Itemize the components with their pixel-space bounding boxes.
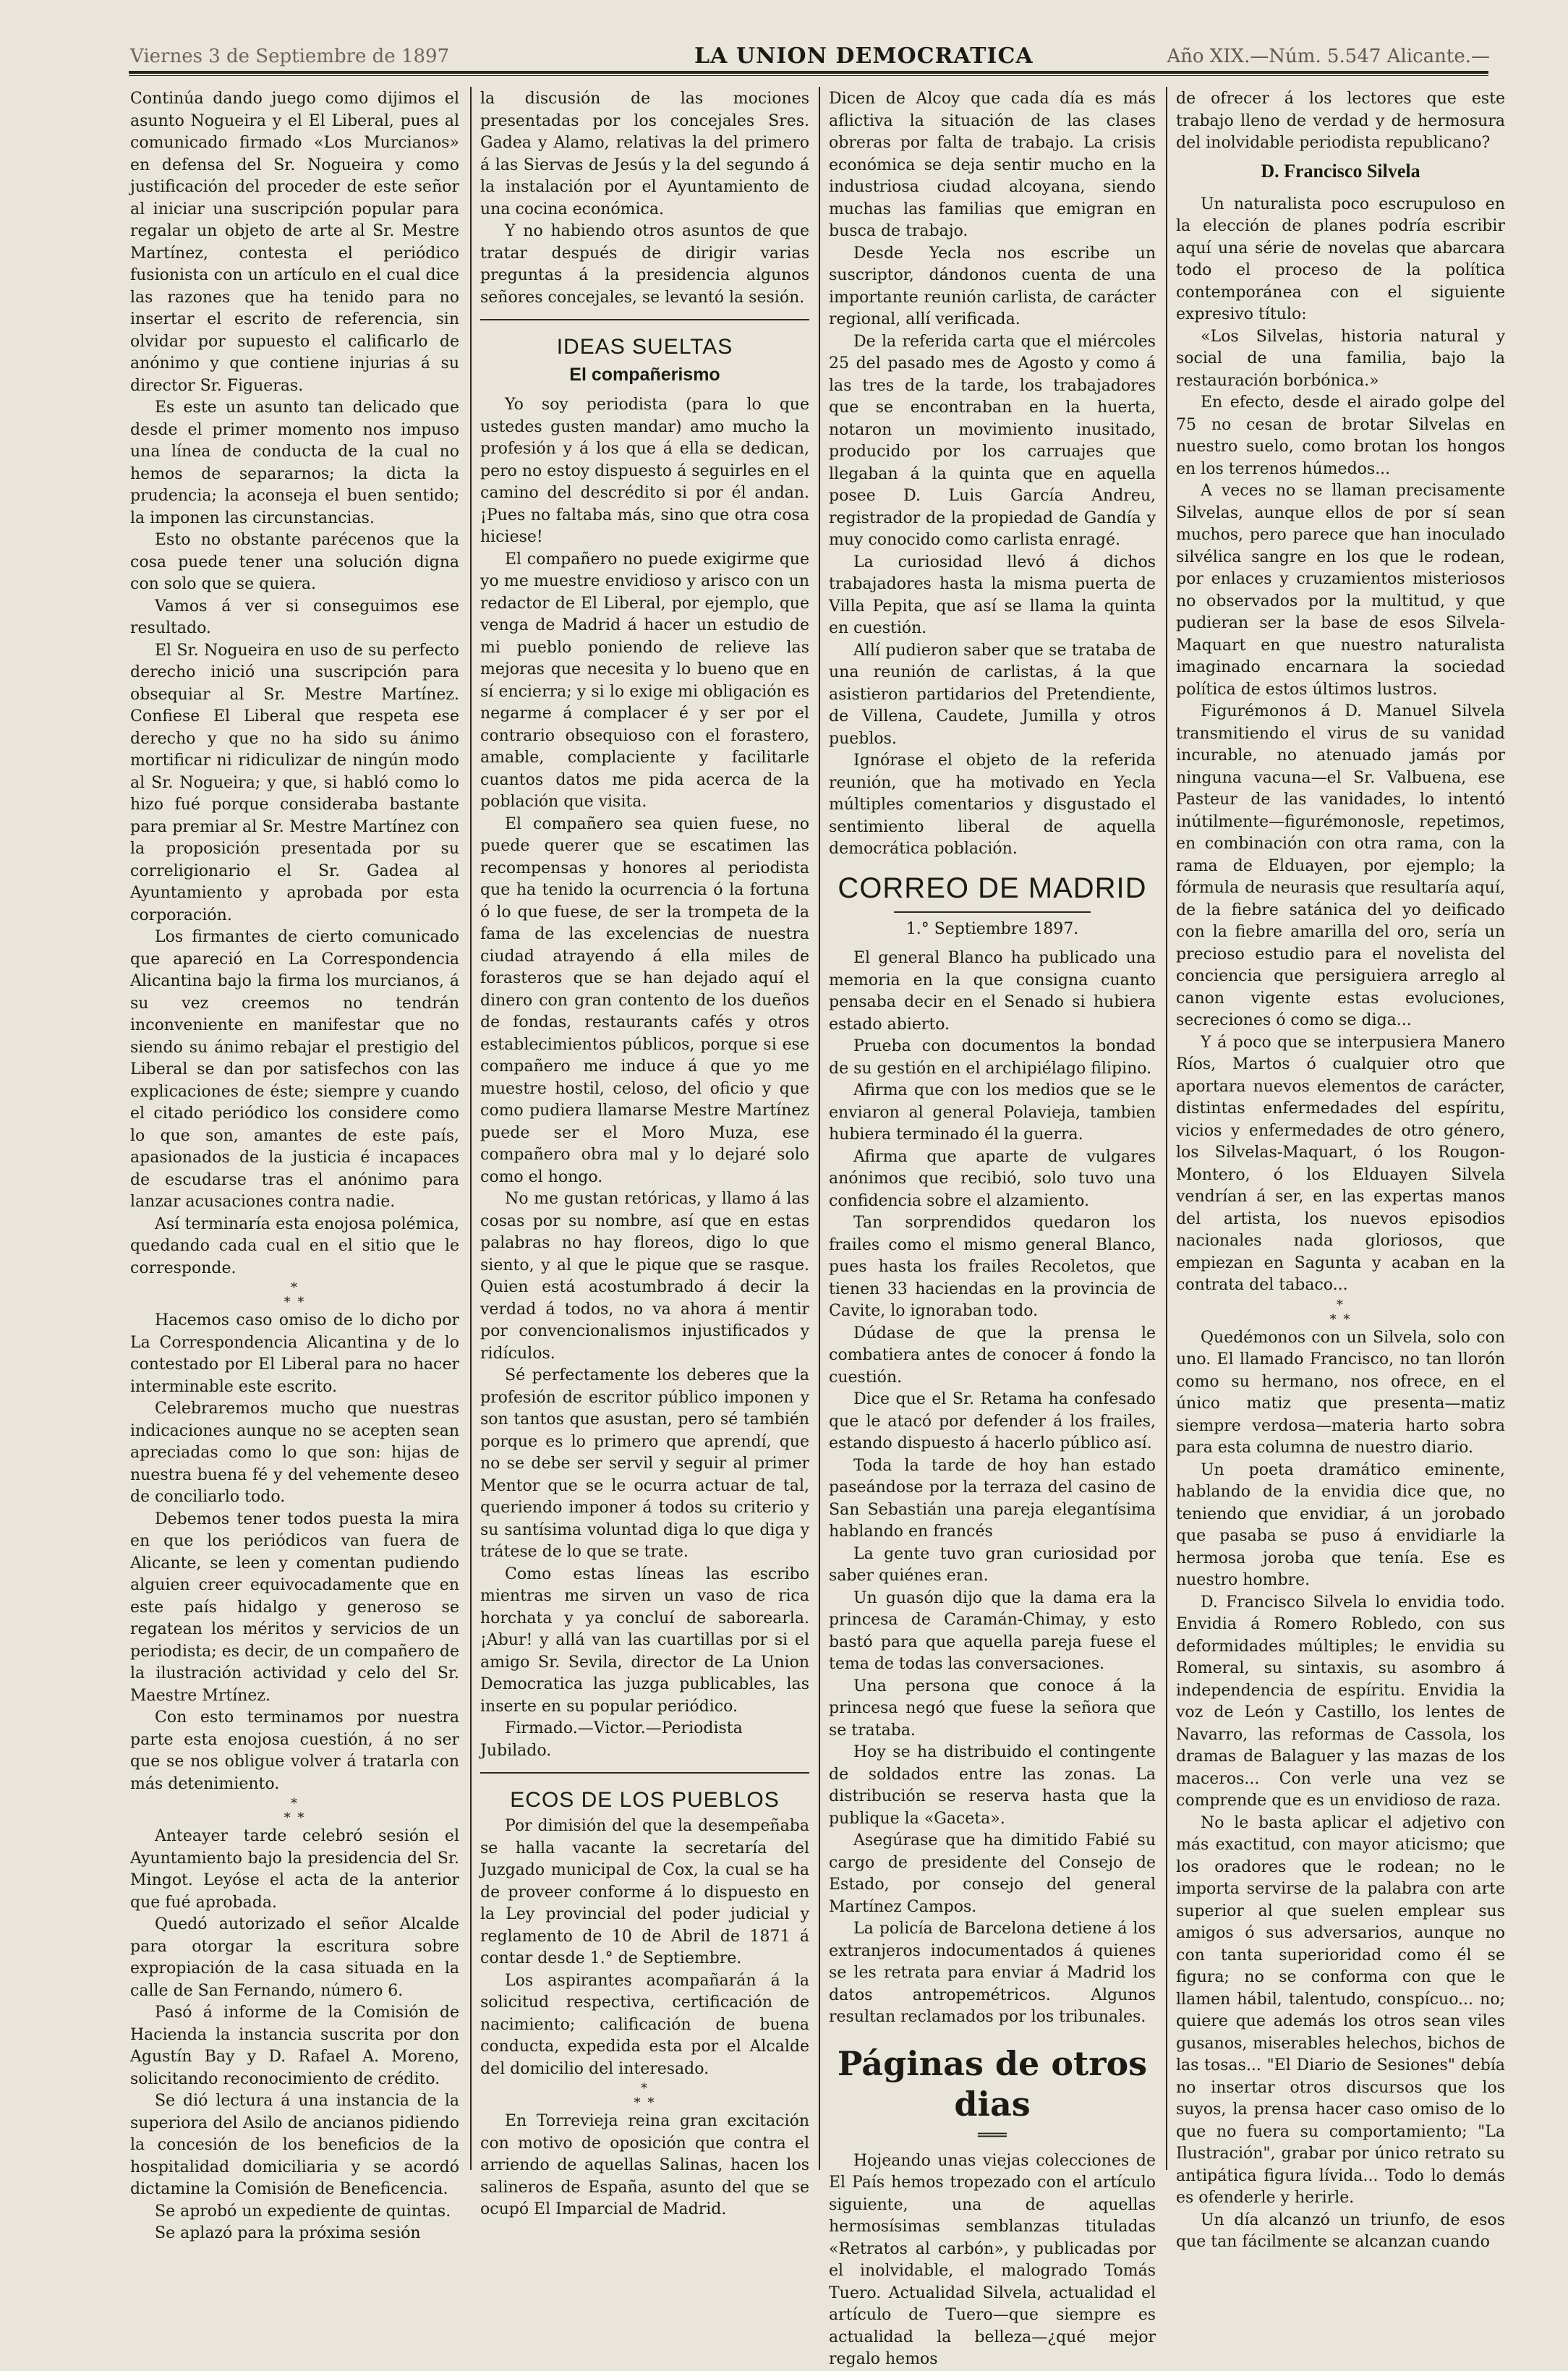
paragraph: Anteayer tarde celebró sesión el Ayuntamiento bajo la presidencia del Sr. Mingot. Leyóse el acta de la anterior que fué aprobada. bbox=[130, 1827, 459, 1912]
paragraph: Hoy se ha distribuido el contingente de soldados entre las zonas. La distribución se reserva hasta que la publique la «Gaceta». bbox=[829, 1743, 1156, 1828]
paragraph: Se aplazó para la próxima sesión bbox=[155, 2224, 421, 2242]
paragraph: Un poeta dramático eminente, hablando de la envidia dice que, no teniendo que envidiar, á un jorobado que pasaba se puso á envidiarle la hermosa joroba que tenía. Ese es nuestro hombre. bbox=[1176, 1460, 1505, 1589]
paragraph: Con esto terminamos por nuestra parte esta enojosa cuestión, á no ser que se nos obligue volver á tratarla con más detenimiento. bbox=[130, 1708, 459, 1793]
ornament-divider: ═══ bbox=[978, 2126, 1007, 2145]
column-1 bbox=[130, 88, 459, 2242]
paragraph: Un guasón dijo que la dama era la princesa de Caramán-Chimay, y esto bastó para que aquella pareja fuese el tema de todas las conversaciones. bbox=[829, 1588, 1156, 1673]
paragraph: Y á poco que se interpusiera Manero Ríos, Martos ó cualquier otro que aportara nuevos elementos de carácter, distintas enfermedades del espíritu, vicios y enfermedades de otro género, los Silvelas-Maquart, ó los Rougon-Montero, ó los Elduayen Silvela vendrían á ser, en las expertas manos del artista, los nuevos episodios nacionales nada gloriosos, que empiezan en Sagunta y acaban en la contrata del tabaco... bbox=[1176, 1033, 1505, 1294]
column-3 bbox=[829, 88, 1156, 2368]
paragraph: Se aprobó un expediente de quintas. bbox=[155, 2202, 451, 2221]
paragraph: Se dió lectura á una instancia de la superiora del Asilo de ancianos pidiendo la concesión de los beneficios de la hospitalidad domiciliaria y se acordó dictamine la Comisión de Beneficencia. bbox=[130, 2092, 459, 2198]
paragraph: La policía de Barcelona detiene á los extranjeros indocumentados á quienes se les retrata para enviar á Madrid los datos antropemétricos. Algunos resultan reclamados por los tribunales. bbox=[829, 1920, 1156, 2026]
paragraph: Quedémonos con un Silvela, solo con uno. El llamado Francisco, no tan llorón como su hermano, nos ofrece, en el único matiz que presenta—matiz siempre verdosa—materia harto sobra para esta columna de nuestro diario. bbox=[1176, 1328, 1505, 1457]
signature-line: Firmado.—Victor.—Periodista Jubilado. bbox=[480, 1719, 743, 1760]
paragraph: El compañero sea quien fuese, no puede querer que se escatimen las recompensas y honores al periodista que ha tenido la ocurrencia ó la fortuna ó lo que fuese, de ser la trompeta de la fama de las excelencias de nuestra ciudad atrayendo á ella miles de forasteros que se han dejado aquí el dinero con gran contento de los dueños de fondas, restaurants cafés y otros establecimientos públicos, porque si ese compañero me induce á que yo me muestre hostil, celoso, del oficio y que como pudiera llamarse Mestre Martínez puede ser el Moro Muza, ese compañero obra mal y lo dejaré solo como el hongo. bbox=[480, 814, 809, 1186]
masthead-title: LA UNION DEMOCRATICA bbox=[694, 43, 1034, 69]
paragraph: Asegúrase que ha dimitido Fabié su cargo de presidente del Consejo de Estado, por consejo del general Martínez Campos. bbox=[829, 1831, 1156, 1916]
paragraph: la discusión de las mociones presentadas por los concejales Sres. Gadea y Alamo, relativas la del primero á las Siervas de Jesús y la del segundo á la instalación por el Ayuntamiento de una cocina económica. bbox=[480, 90, 809, 218]
paragraph: En Torrevieja reina gran excitación con motivo de oposición que contra el arriendo de aquellas Salinas, hacen los salineros de España, asunto del que se ocupó El Imparcial de Madrid. bbox=[480, 2112, 809, 2218]
paragraph: No me gustan retóricas, y llamo á las cosas por su nombre, así que en estas palabras no hay floreos, digo lo que siento, y al que le pique que se rasque. Quien está acostumbrado á decir la verdad á todos, no va ahora á mentir por convencionalismos injustificados y ridículos. bbox=[480, 1190, 809, 1363]
masthead-rule-thin bbox=[129, 75, 1488, 76]
paragraph: El Sr. Nogueira en uso de su perfecto derecho inició una suscripción para obsequiar al Sr. Mestre Martínez. Confiese El Liberal que respeta ese derecho y que no ha sido su ánimo mortificar ni ridiculizar de ningún modo al Sr. Nogueira; y que, si habló como lo hizo fué porque consideraba bastante para premiar al Sr. Mestre Martínez con la proposición presentada por su correligionario el Sr. Gadea al Ayuntamiento y aprobada por esta corporación. bbox=[130, 641, 459, 924]
paragraph: A veces no se llaman precisamente Silvelas, aunque ellos de por sí sean muchos, pero parece que han inoculado silvélica sangre en los que le rodean, por enlaces y cruzamientos misteriosos no observados por la multitud, y que pudieran ser la base de esos Silvela-Maquart en que nuestro naturalista imaginado encarnara la sociedad política de estos últimos lustros. bbox=[1176, 482, 1505, 699]
paragraph: Los aspirantes acompañarán á la solicitud respectiva, certificación de nacimiento; calificación de buena conducta, expedida esta por el Alcalde del domicilio del interesado. bbox=[480, 1971, 809, 2078]
column-divider bbox=[1166, 87, 1167, 2170]
paragraph: Celebraremos mucho que nuestras indicaciones aunque no se acepten sean apreciadas como lo que son: hijas de nuestra buena fé y del vehemente deseo de conciliarlo todo. bbox=[130, 1400, 459, 1506]
paragraph: Hacemos caso omiso de lo dicho por La Correspondencia Alicantina y de lo contestado por El Liberal para no hacer interminable este escrito. bbox=[130, 1311, 459, 1396]
paragraph: Es este un asunto tan delicado que desde el primer momento nos impuso una línea de conducta de la cual no hemos de separarnos; la dicta la prudencia; la aconseja el buen sentido; la imponen las circunstancias. bbox=[130, 399, 459, 527]
paragraph: Afirma que aparte de vulgares anónimos que recibió, solo tuvo una confidencia sobre el alzamiento. bbox=[829, 1147, 1156, 1210]
dateline: 1.° Septiembre 1897. bbox=[906, 919, 1079, 938]
paragraph: Desde Yecla nos escribe un suscriptor, dándonos cuenta de una importante reunión carlista, de carácter regional, allí verificada. bbox=[829, 244, 1156, 328]
paragraph: Quedó autorizado el señor Alcalde para otorgar la escritura sobre expropiación de la casa situada en la calle de San Fernando, número 6. bbox=[130, 1915, 459, 2000]
paragraph: de ofrecer á los lectores que este trabajo lleno de verdad y de hermosura del inolvidable periodista republicano? bbox=[1176, 90, 1505, 152]
paragraph: Una persona que conoce á la princesa negó que fuese la señora que se trataba. bbox=[829, 1677, 1156, 1740]
article-title-silvela: D. Francisco Silvela bbox=[1261, 160, 1420, 182]
masthead bbox=[130, 42, 1490, 71]
paragraph: Así terminaría esta enojosa polémica, quedando cada cual en el sitio que le corresponde. bbox=[130, 1214, 459, 1277]
paragraph: Un naturalista poco escrupuloso en la elección de planes podría escribir aquí una série de novelas que abarcara todo el proceso de la política contemporánea con el siguiente expresivo título: bbox=[1176, 195, 1505, 323]
section-title-correo-de-madrid: CORREO DE MADRID bbox=[838, 872, 1147, 904]
paragraph: El compañero no puede exigirme que yo me muestre envidioso y arisco con un redactor de El Liberal, por ejemplo, que venga de Madrid á hacer un estudio de mi pueblo poniendo de relieve las mejoras que necesita y lo bueno que en sí encierra; y si lo exige mi obligación es negarme á complacer é y ser por el contrario obsequioso con el forastero, amable, complaciente y facilitarle cuantos datos me pida acerca de la población que visita. bbox=[480, 550, 809, 811]
paragraph: «Los Silvelas, historia natural y social de una familia, bajo la restauración borbónica.» bbox=[1176, 327, 1505, 390]
masthead-issue: Año XIX.—Núm. 5.547 Alicante.— bbox=[1167, 46, 1490, 67]
title-rule bbox=[894, 911, 1090, 913]
paragraph: Toda la tarde de hoy han estado paseándose por la terraza del casino de San Sebastián una pareja elegantísima hablando en francés bbox=[829, 1456, 1156, 1541]
paragraph: La curiosidad llevó á dichos trabajadores hasta la misma puerta de Villa Pepita, que así se llama la quinta en cuestión. bbox=[829, 553, 1156, 637]
asterism-divider: * * * bbox=[634, 2081, 656, 2111]
column-divider bbox=[819, 87, 820, 2170]
paragraph: Vamos á ver si conseguimos ese resultado. bbox=[130, 597, 459, 637]
paragraph: Continúa dando juego como dijimos el asunto Nogueira y el El Liberal, pues al comunicado firmado «Los Murcianos» en defensa del Sr. Nogueira y como justificación del proceder de este señor al iniciar una suscripción popular para regalar un objeto de arte al Sr. Mestre Martínez, contesta el periódico fusionista con un artículo en el cual dice las razones que ha tenido para no insertar el escrito de referencia, sin olvidar por supuesto el calificarlo de anónimo y que contiene injurias á su director Sr. Figueras. bbox=[130, 90, 459, 395]
masthead-date: Viernes 3 de Septiembre de 1897 bbox=[130, 46, 450, 67]
paragraph: Esto no obstante parécenos que la cosa puede tener una solución digna con solo que se quiera. bbox=[130, 531, 459, 593]
paragraph: Prueba con documentos la bondad de su gestión en el archipiélago filipino. bbox=[829, 1037, 1156, 1078]
column-divider bbox=[470, 87, 472, 2170]
paragraph: Pasó á informe de la Comisión de Hacienda la instancia suscrita por don Agustín Bay y D. Rafael A. Moreno, solicitando reconocimiento de crédito. bbox=[130, 2004, 459, 2088]
column-2 bbox=[480, 88, 809, 2218]
section-subtitle: El compañerismo bbox=[569, 365, 720, 385]
paragraph: La gente tuvo gran curiosidad por saber quiénes eran. bbox=[829, 1544, 1156, 1585]
paragraph: Un día alcanzó un triunfo, de esos que tan fácilmente se alcanzan cuando bbox=[1176, 2210, 1505, 2251]
paragraph: Por dimisión del que la desempeñaba se halla vacante la secretaría del Juzgado municipal de Cox, la cual se ha de proveer conforme á lo dispuesto en la Ley provincial del poder judicial y reglamento de 10 de Abril de 1871 á contar desde 1.° de Septiembre. bbox=[480, 1817, 809, 1967]
paragraph: El general Blanco ha publicado una memoria en la que consigna cuanto pensaba decir en el Senado si hubiera estado abierto. bbox=[829, 949, 1156, 1034]
paragraph: Sé perfectamente los deberes que la profesión de escritor público imponen y son tantos que asustan, pero sé también porque es lo primero que aprendí, que no se debe ser servil y seguir al primer Mentor que se le ocurra actuar de tal, queriendo imponer á todos su criterio y su santísima voluntad diga lo que diga y trátese de lo que se trate. bbox=[480, 1366, 809, 1561]
paragraph: Debemos tener todos puesta la mira en que los periódicos van fuera de Alicante, se leen y comentan pudiendo alguien creer equivocadamente que en este país hidalgo y generoso se regatean los méritos y servicios de un periodista; es decir, de un compañero de la ilustración actividad y celo del Sr. Maestre Mrtínez. bbox=[130, 1510, 459, 1705]
paragraph: Figurémonos á D. Manuel Silvela transmitiendo el virus de su vanidad incurable, no atenuado jamás por ninguna vacuna—el Sr. Valbuena, ese Pasteur de las vanidades, lo intentó inútilmente—figurémonosle, repetimos, en combinación con otra rama, con la rama de Elduayen, por ejemplo; la fórmula de neurasis que resultaría aquí, de la fiebre satánica del yo deificado con la fiebre amarilla del oro, sería un precioso estudio para el novelista del conciencia que persiguiera arreglo al canon vigente estas evoluciones, secreciones ó como se diga... bbox=[1176, 702, 1505, 1029]
column-4 bbox=[1176, 88, 1505, 2251]
section-title-ideas-sueltas: IDEAS SUELTAS bbox=[480, 319, 809, 361]
paragraph: Y no habiendo otros asuntos de que tratar después de dirigir varias preguntas á la presidencia algunos señores concejales, se levantó la sesión. bbox=[480, 222, 809, 307]
paragraph: Dicen de Alcoy que cada día es más aflictiva la situación de las clases obreras por falta de trabajo. La crisis económica se deja sentir mucho en la industriosa ciudad alcoyana, siendo muchas las familias que emigran en busca de trabajo. bbox=[829, 90, 1156, 240]
paragraph: En efecto, desde el airado golpe del 75 no cesan de brotar Silvelas en nuestro suelo, como brotan los hongos en los terrenos húmedos... bbox=[1176, 393, 1505, 478]
paragraph: Dice que el Sr. Retama ha confesado que le atacó por defender á los frailes, estando dispuesto á hacerlo público así. bbox=[829, 1390, 1156, 1452]
paragraph: Yo soy periodista (para lo que ustedes gusten mandar) amo mucho la profesión y á los que á ella se dedican, pero no estoy dispuesto á seguirles en el camino del descrédito si por él andan. ¡Pues no faltaba más, sino que otra cosa hiciese! bbox=[480, 396, 809, 546]
paragraph: Allí pudieron saber que se trataba de una reunión de carlistas, á la que asistieron partidarios del Pretendiente, de Villena, Caudete, Jumilla y otros pueblos. bbox=[829, 641, 1156, 748]
paragraph: Hojeando unas viejas colecciones de El País hemos tropezado con el artículo siguiente, una de aquellas hermosísimas semblanzas tituladas «Retratos al carbón», y publicadas por el inolvidable, el malogrado Tomás Tuero. Actualidad Silvela, actualidad el artículo de Tuero—que siempre es actualidad la belleza—¿qué mejor regalo hemos bbox=[829, 2151, 1156, 2368]
asterism-divider: * * * bbox=[284, 1796, 306, 1826]
asterism-divider: * * * bbox=[284, 1280, 306, 1310]
paragraph: Ignórase el objeto de la referida reunión, que ha motivado en Yecla múltiples comentarios y disgustado el sentimiento liberal de aquella democrática población. bbox=[829, 752, 1156, 858]
section-title-paginas: Páginas de otros dias bbox=[837, 2043, 1148, 2124]
paragraph: D. Francisco Silvela lo envidia todo. Envidia á Romero Robledo, con sus deformidades múltiples; le envidia su Romeral, su sintaxis, su asombro á independencia de espíritu. Envidia la voz de León y Castillo, los lentes de Navarro, las reformas de Cassola, los dramas de Balaguer y las mazas de los maceros... Con verle una vez se comprende que es un envidioso de raza. bbox=[1176, 1593, 1505, 1810]
paragraph: Los firmantes de cierto comunicado que apareció en La Correspondencia Alicantina bajo la firma los murcianos, á su vez creemos no tendrán inconveniente en manifestar que no siendo su ánimo rebajar el prestigio del Liberal se dan por satisfechos con las explicaciones de éste; siempre y cuando el citado periódico los considere como lo que son, amantes de este país, apasionados de la justicia é incapaces de escudarse tras el anónimo para lanzar acusaciones contra nadie. bbox=[130, 928, 459, 1211]
section-title-ecos: ECOS DE LOS PUEBLOS bbox=[480, 1772, 809, 1814]
paragraph: De la referida carta que el miércoles 25 del pasado mes de Agosto y como á las tres de la tarde, los trabajadores que se encontraban en la huerta, notaron un movimiento inusitado, producido por los carruajes que llegaban á la quinta que en aquella posee D. Luis García Andreu, registrador de la propiedad de Gandía y muy conocido como carlista enragé. bbox=[829, 332, 1156, 549]
paragraph: Tan sorprendidos quedaron los frailes como el mismo general Blanco, pues hasta los frailes Recoletos, que tienen 33 haciendas en la provincia de Cavite, lo ignoraban todo. bbox=[829, 1214, 1156, 1320]
asterism-divider: * * * bbox=[1329, 1297, 1352, 1327]
paragraph: Afirma que con los medios que se le enviaron al general Polavieja, tambien hubiera terminado él la guerra. bbox=[829, 1081, 1156, 1144]
masthead-rule bbox=[129, 71, 1488, 74]
paragraph: Como estas líneas las escribo mientras me sirven un vaso de rica horchata y ya concluí de saborearla. ¡Abur! y allá van las cuartillas por si el amigo Sr. Sevila, director de La Union Democratica las juzga publicables, las inserte en su popular periódico. bbox=[480, 1565, 809, 1716]
paragraph: No le basta aplicar el adjetivo con más exactitud, con mayor aticismo; que los oradores que le rodean; no le importa servirse de la palabra con arte superior al que suelen emplear sus amigos ó sus adversarios, aunque no con tanta superioridad como él se figura; no se conforma con que le llamen hábil, talentudo, conspícuo... no; quiere que además los otros sean viles gusanos, miserables helechos, bichos de las tosas... "El Diario de Sesiones" debía no insertar otros discursos que los suyos, la prensa hacer caso omiso de lo que no fuera su comportamiento; "La Ilustración", grabar por único retrato su antipática figura lívida... Todo lo demás es ofenderle y herirle. bbox=[1176, 1813, 1505, 2207]
paragraph: Dúdase de que la prensa le combatiera antes de conocer á fondo la cuestión. bbox=[829, 1324, 1156, 1387]
